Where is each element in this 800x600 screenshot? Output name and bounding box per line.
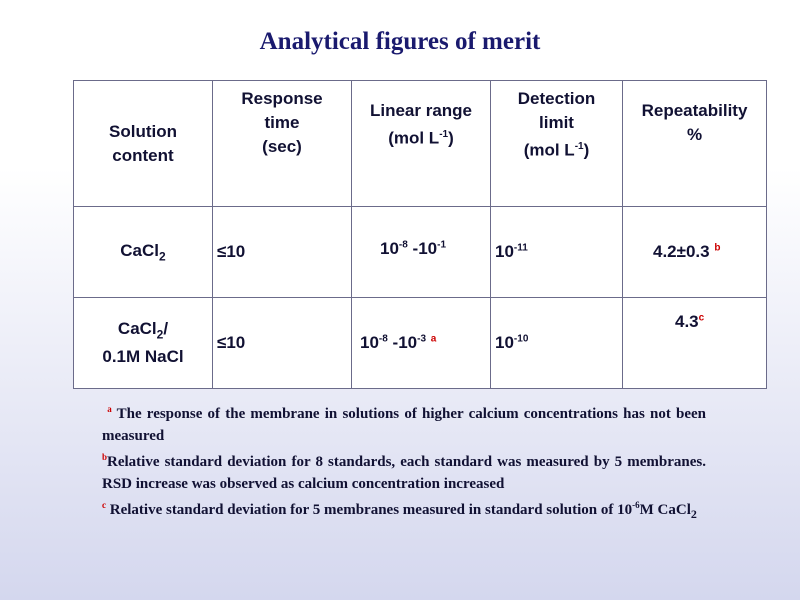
footnote-mark: c: [698, 312, 705, 324]
footnote-mark: a: [107, 404, 112, 414]
cell-text: /: [163, 319, 169, 339]
header-repeatability: [623, 81, 767, 207]
cell-detection: [491, 298, 623, 389]
header-text: %: [686, 125, 703, 144]
footnotes: [102, 399, 706, 526]
cell-superscript: -11: [513, 242, 528, 254]
footnote-a: [102, 399, 706, 447]
footnote-mark: a: [430, 333, 437, 345]
cell-response: ≤10: [213, 298, 352, 389]
footnote-text: M CaCl: [639, 502, 691, 518]
cell-text: 10: [495, 242, 514, 261]
cell-repeatability: [623, 207, 767, 298]
footnote-c: [102, 495, 706, 526]
header-text: content: [112, 145, 174, 165]
cell-superscript: -8: [398, 239, 408, 251]
header-detection-limit: [491, 81, 623, 207]
table-row: [74, 207, 767, 298]
cell-superscript: -8: [378, 333, 388, 345]
cell-linear-range: [352, 207, 491, 298]
cell-superscript: -3: [417, 333, 427, 345]
header-text: (sec): [262, 137, 302, 156]
header-text: Linear range: [369, 101, 473, 120]
header-text: time: [264, 113, 300, 132]
cell-text: 10: [495, 333, 514, 352]
cell-text: 10: [380, 239, 399, 258]
footnote-mark: c: [102, 500, 106, 510]
cell-text: 4.3: [675, 312, 699, 331]
footnote-mark: b: [102, 452, 108, 462]
header-text: (mol L: [523, 140, 575, 160]
header-text: ): [448, 128, 454, 148]
cell-linear-range: [352, 298, 491, 389]
cell-solution: [74, 207, 213, 298]
cell-text: 10: [360, 333, 379, 352]
cell-subscript: 2: [159, 249, 166, 264]
cell-text: -10: [407, 239, 438, 258]
figures-of-merit-table: [73, 80, 767, 389]
cell-solution: [74, 298, 213, 389]
cell-text: 0.1M NaCl: [102, 346, 184, 366]
header-linear-range: [352, 81, 491, 207]
table-row: [74, 298, 767, 389]
footnote-text: Relative standard deviation for 5 membranes measured in standard solution of 10: [106, 502, 633, 518]
header-solution-content: [74, 81, 213, 207]
header-text: Response: [241, 89, 323, 108]
footnote-text: The response of the membrane in solutions of higher calcium concentrations has not been measured: [102, 406, 706, 444]
cell-superscript: -10: [513, 333, 529, 345]
cell-superscript: -1: [437, 239, 447, 251]
cell-response: ≤10: [213, 207, 352, 298]
table-header-row: [74, 81, 767, 207]
cell-text: -10: [387, 333, 418, 352]
header-text: (mol L: [388, 128, 440, 148]
cell-repeatability: [623, 298, 767, 389]
footnote-mark: b: [714, 242, 721, 254]
footnote-subscript: 2: [690, 507, 697, 521]
cell-detection: [491, 207, 623, 298]
header-superscript: -1: [574, 141, 584, 152]
header-text: Solution: [109, 121, 177, 141]
cell-text: CaCl: [120, 240, 160, 260]
header-text: ): [583, 140, 590, 160]
page-title: Analytical figures of merit: [259, 28, 541, 55]
header-response-time: [213, 81, 352, 207]
footnote-b: [102, 447, 706, 495]
cell-text: CaCl: [117, 319, 157, 339]
cell-text: 4.2±0.3: [653, 242, 710, 261]
header-text: Detection: [517, 89, 596, 108]
header-text: Repeatability: [641, 101, 748, 120]
header-superscript: -1: [439, 129, 449, 140]
footnote-text: Relative standard deviation for 8 standards, each standard was measured by 5 membranes. RSD increase was observed as calcium concentration increased: [102, 454, 706, 492]
footnote-superscript: -6: [632, 500, 640, 510]
header-text: limit: [539, 113, 574, 132]
cell-subscript: 2: [156, 327, 164, 342]
